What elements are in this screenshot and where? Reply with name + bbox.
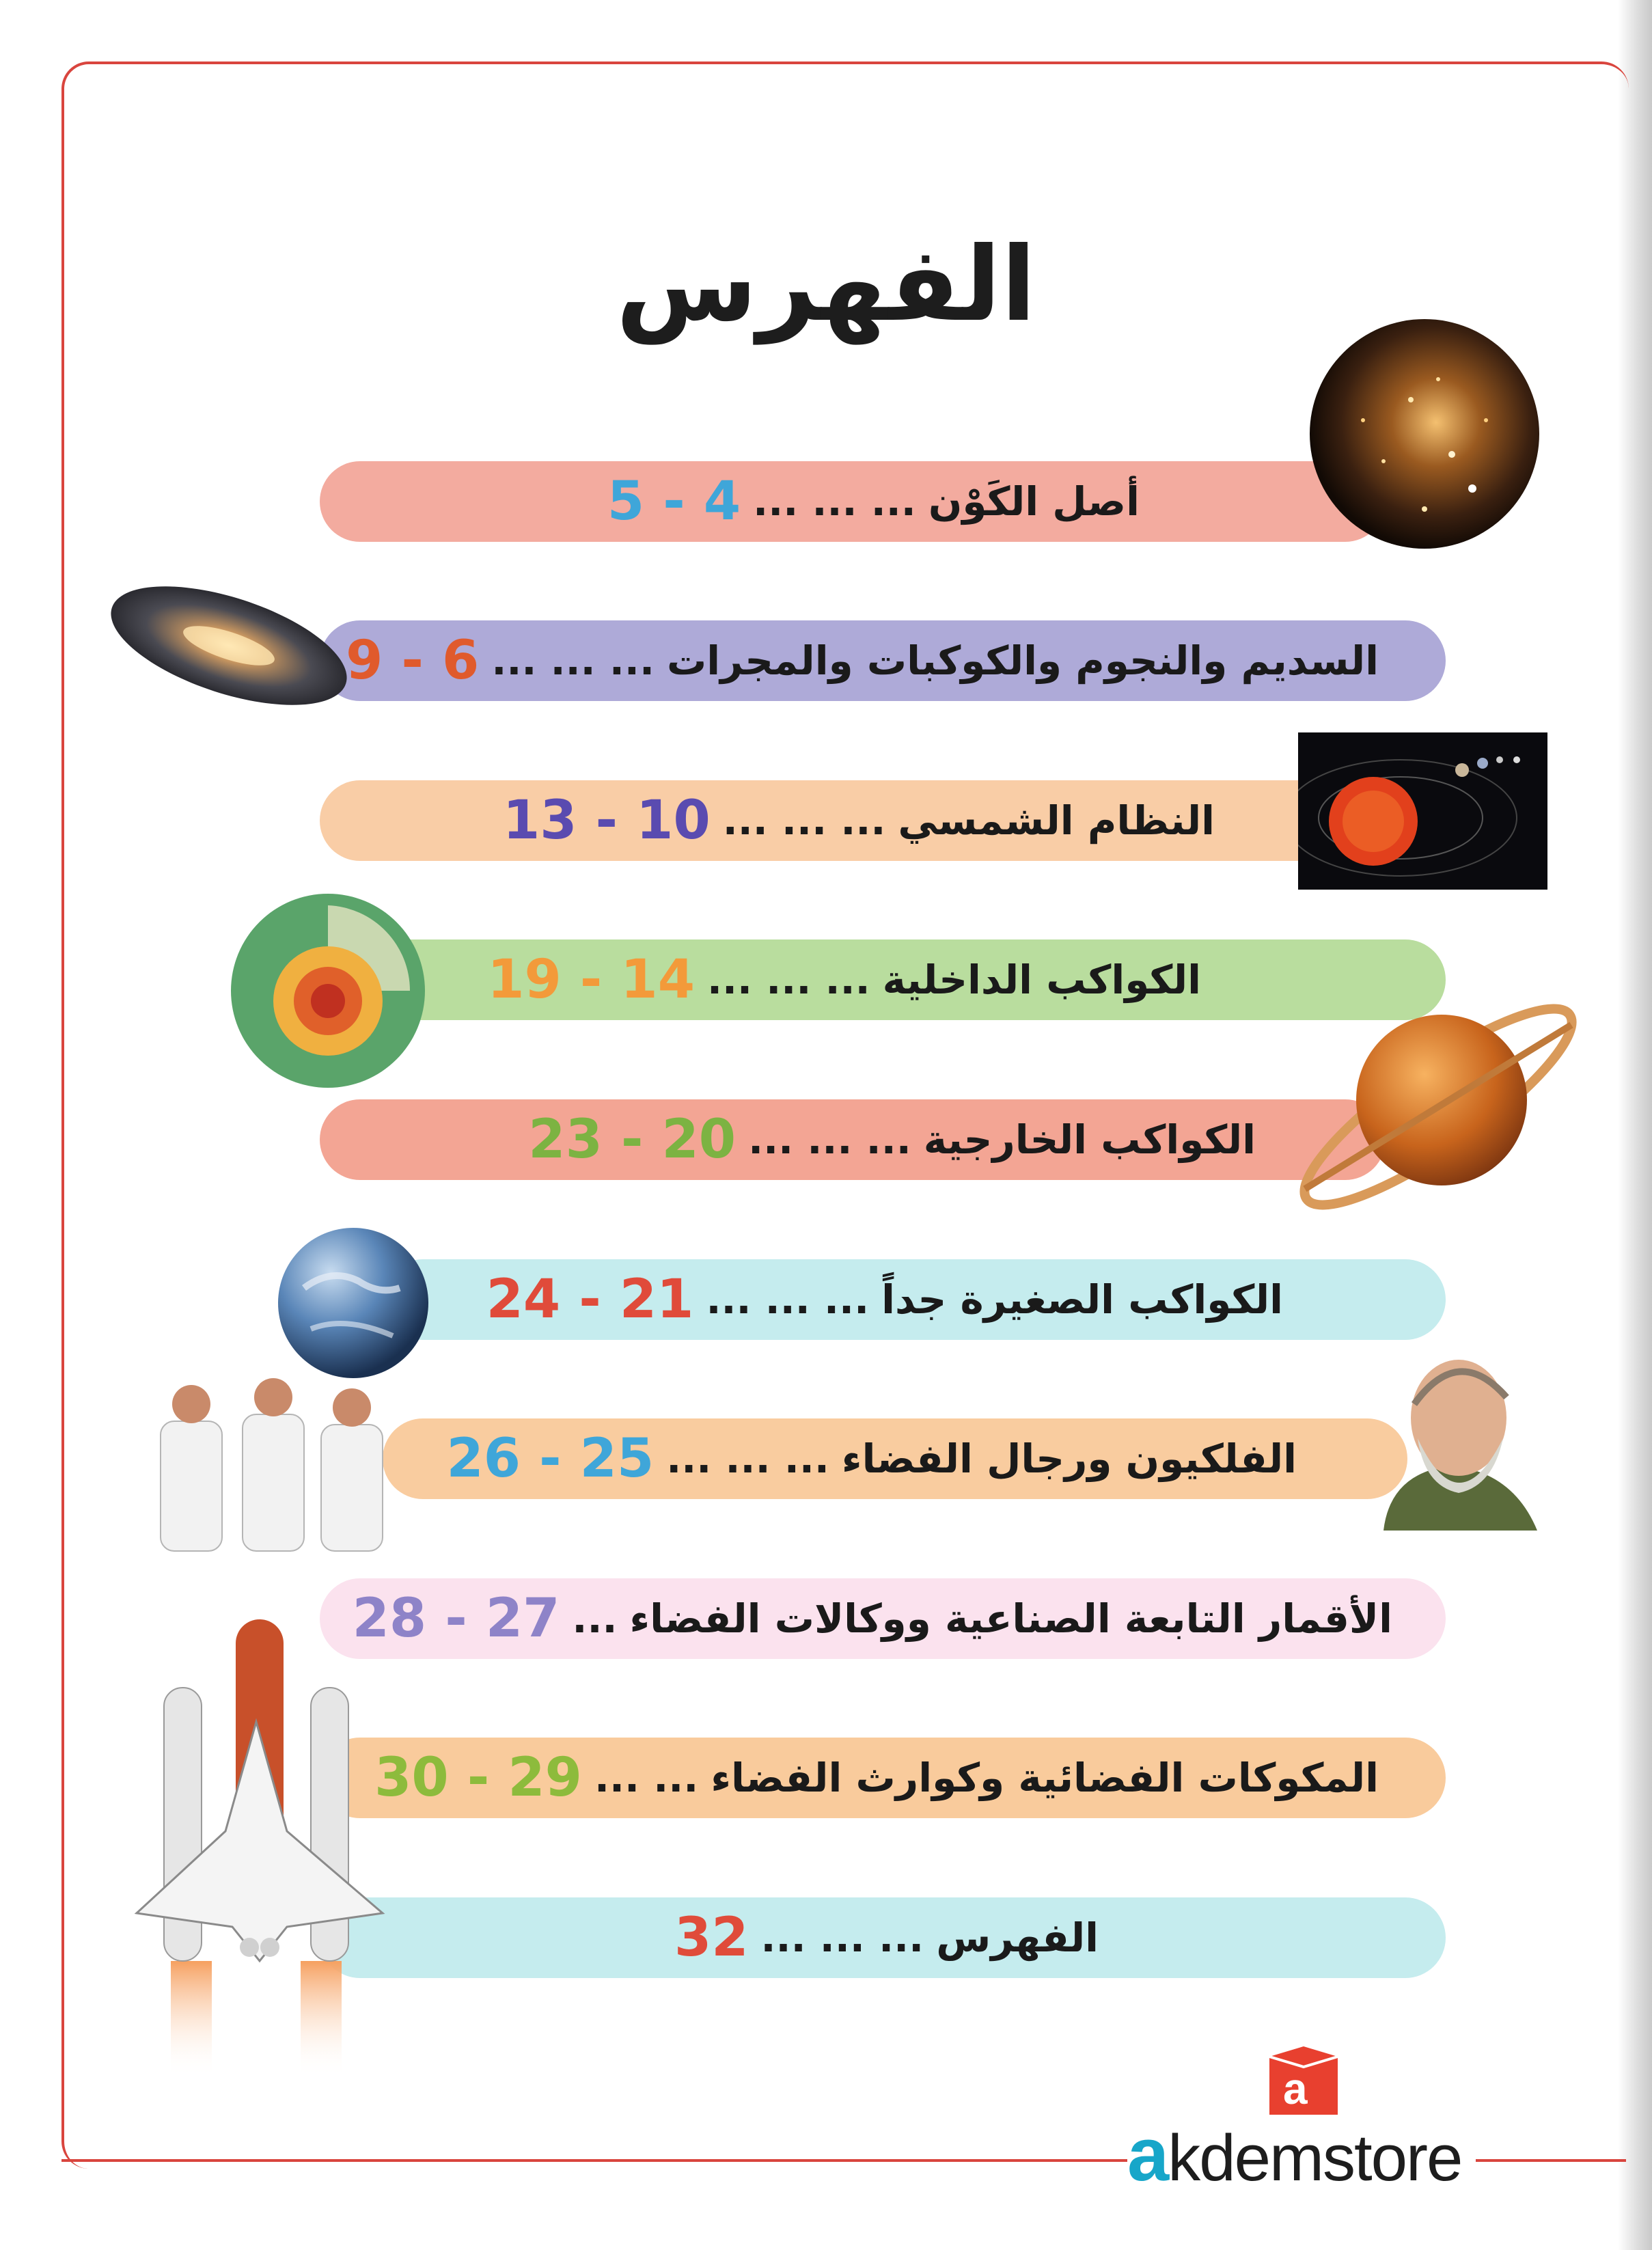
solar-system-icon	[1298, 732, 1547, 890]
toc-entry-label: السديم والنجوم والكوكبات والمجرات	[667, 637, 1379, 684]
toc-entry-2[interactable]	[346, 620, 1379, 701]
toc-entry-10[interactable]	[674, 1897, 1099, 1978]
toc-entry-3[interactable]	[503, 780, 1215, 861]
toc-entry-pages: 13 - 10	[502, 790, 711, 851]
toc-entry-label: الأقمار التابعة الصناعية ووكالات الفضاء	[629, 1595, 1392, 1642]
earth-core-icon	[229, 892, 427, 1090]
toc-entry-label: النظام الشمسي	[898, 797, 1215, 844]
akdemstore-badge-letter: a	[1283, 2064, 1308, 2113]
earth-icon	[277, 1226, 430, 1380]
toc-entry-pages: 5 - 4	[607, 471, 741, 532]
space-shuttle-icon	[123, 1606, 389, 2084]
toc-entry-pages: 9 - 6	[346, 630, 480, 691]
saturn-icon	[1278, 984, 1599, 1230]
toc-entry-pages: 30 - 29	[374, 1747, 582, 1809]
page-frame-bottom-right	[1476, 2159, 1626, 2162]
toc-entry-label: الكواكب الصغيرة جداً	[881, 1276, 1283, 1323]
toc-entry-dots: ... ... ...	[748, 1116, 911, 1163]
toc-entry-dots: ... ... ...	[760, 1915, 924, 1961]
astronauts-icon	[154, 1373, 389, 1558]
toc-entry-7[interactable]	[446, 1418, 1297, 1499]
toc-entry-dots: ... ... ...	[666, 1436, 829, 1482]
toc-entry-6[interactable]	[486, 1259, 1283, 1340]
toc-entry-5[interactable]	[528, 1099, 1256, 1180]
toc-entry-dots: ... ...	[594, 1755, 699, 1801]
toc-entry-pages: 26 - 25	[446, 1428, 655, 1490]
toc-entry-label: الفلكيون ورجال الفضاء	[841, 1436, 1297, 1482]
galaxy-icon	[102, 560, 355, 731]
toc-entry-pages: 23 - 20	[528, 1109, 736, 1170]
toc-entry-1[interactable]	[607, 461, 1140, 542]
toc-entry-label: الكواكب الداخلية	[882, 957, 1201, 1003]
toc-entry-label: الفهرس	[936, 1915, 1099, 1961]
akdemstore-logo[interactable]	[1127, 2111, 1461, 2198]
logo-letter-a: a	[1127, 2113, 1168, 2197]
toc-entry-9[interactable]	[374, 1738, 1379, 1818]
toc-entry-label: الكواكب الخارجية	[923, 1116, 1256, 1163]
toc-entry-pages: 28 - 27	[352, 1588, 560, 1649]
toc-entry-label: المكوكات الفضائية وكوارث الفضاء	[711, 1755, 1379, 1801]
star-cluster-icon	[1308, 318, 1541, 550]
page-title: الفهرس	[616, 225, 1036, 344]
toc-entry-dots: ... ... ...	[753, 478, 916, 525]
toc-entry-label: أصل الكَوْن	[928, 478, 1140, 525]
page-frame-bottom	[61, 2159, 1127, 2162]
toc-entry-dots: ... ... ...	[722, 797, 886, 844]
toc-entry-8[interactable]	[353, 1578, 1392, 1659]
toc-entry-4[interactable]	[487, 939, 1201, 1020]
toc-entry-pages: 32	[674, 1907, 749, 1968]
toc-entry-dots: ...	[572, 1595, 618, 1642]
toc-entry-dots: ... ... ...	[706, 1276, 870, 1323]
logo-text-rest: kdemstore	[1168, 2122, 1462, 2195]
galileo-portrait-icon	[1370, 1349, 1537, 1531]
toc-entry-pages: 19 - 14	[487, 949, 695, 1011]
toc-entry-pages: 24 - 21	[486, 1269, 694, 1330]
toc-entry-dots: ... ... ...	[706, 957, 870, 1003]
toc-entry-dots: ... ... ...	[491, 637, 655, 684]
